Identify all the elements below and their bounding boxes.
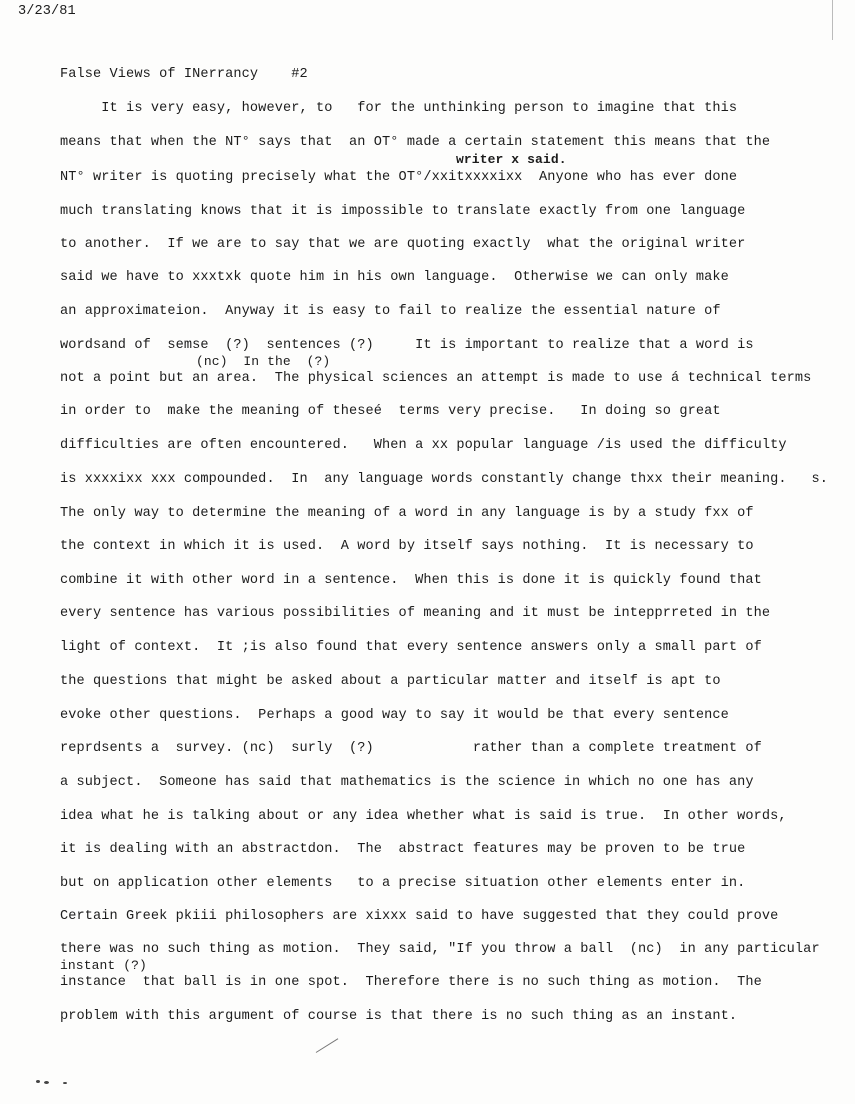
text-line: instance that ball is in one spot. Therefore there is no such thing as motion. The: [60, 975, 762, 990]
text-line: a subject. Someone has said that mathematics is the science in which no one has any: [60, 775, 754, 790]
text-line: The only way to determine the meaning of a word in any language is by a study fxx of: [60, 506, 754, 521]
text-line: there was no such thing as motion. They said, "If you throw a ball (nc) in any particular: [60, 942, 820, 957]
scan-speck: [44, 1081, 49, 1084]
text-line: not a point but an area. The physical sciences an attempt is made to use á technical terms: [60, 371, 812, 386]
text-line: idea what he is talking about or any idea whether what is said is true. In other words,: [60, 809, 787, 824]
page-edge-mark: [832, 0, 833, 40]
text-line: much translating knows that it is impossible to translate exactly from one language: [60, 204, 746, 219]
text-line: It is very easy, however, to for the unthinking person to imagine that this: [60, 101, 738, 116]
text-line: wordsand of semse (?) sentences (?) It is important to realize that a word is: [60, 338, 754, 353]
text-line: but on application other elements to a precise situation other elements enter in.: [60, 876, 746, 891]
text-line: to another. If we are to say that we are quoting exactly what the original writer: [60, 237, 746, 252]
text-line: in order to make the meaning of theseé terms very precise. In doing so great: [60, 404, 721, 419]
text-line: difficulties are often encountered. When a xx popular language /is used the difficulty: [60, 438, 787, 453]
text-line: NT° writer is quoting precisely what the OT°/xxitxxxxixx Anyone who has ever done: [60, 170, 738, 185]
text-line: Certain Greek pkiii philosophers are xixxx said to have suggested that they could prove: [60, 909, 779, 924]
text-line: the questions that might be asked about a particular matter and itself is apt to: [60, 674, 721, 689]
document-date: 3/23/81: [18, 4, 76, 19]
title-text: False Views of INerrancy: [60, 67, 259, 82]
text-line: problem with this argument of course is that there is no such thing as an instant.: [60, 1009, 738, 1024]
scan-speck: [63, 1082, 67, 1084]
text-line: means that when the NT° says that an OT° made a certain statement this means that the: [60, 135, 771, 150]
pen-stroke: [316, 1038, 339, 1053]
text-line: said we have to xxxtxk quote him in his own language. Otherwise we can only make: [60, 270, 729, 285]
text-line: reprdsents a survey. (nc) surly (?) rather than a complete treatment of: [60, 741, 762, 756]
document-title: [60, 67, 308, 83]
interlinear-note: instant (?): [60, 958, 147, 973]
text-line: it is dealing with an abstractdon. The abstract features may be proven to be true: [60, 842, 746, 857]
text-line: is xxxxixx xxx compounded. In any language words constantly change thxx their meaning. s.: [60, 472, 828, 487]
interlinear-note: (nc) In the (?): [196, 354, 331, 369]
text-line: combine it with other word in a sentence. When this is done it is quickly found that: [60, 573, 762, 588]
text-line: every sentence has various possibilities of meaning and it must be intepprreted in the: [60, 606, 771, 621]
text-line: an approximateion. Anyway it is easy to fail to realize the essential nature of: [60, 304, 721, 319]
text-line: evoke other questions. Perhaps a good way to say it would be that every sentence: [60, 708, 729, 723]
scan-speck: [36, 1080, 40, 1083]
interlinear-note: writer x said.: [456, 152, 567, 167]
text-line: the context in which it is used. A word by itself says nothing. It is necessary to: [60, 539, 754, 554]
title-number: #2: [291, 67, 308, 82]
text-line: light of context. It ;is also found that every sentence answers only a small part of: [60, 640, 762, 655]
